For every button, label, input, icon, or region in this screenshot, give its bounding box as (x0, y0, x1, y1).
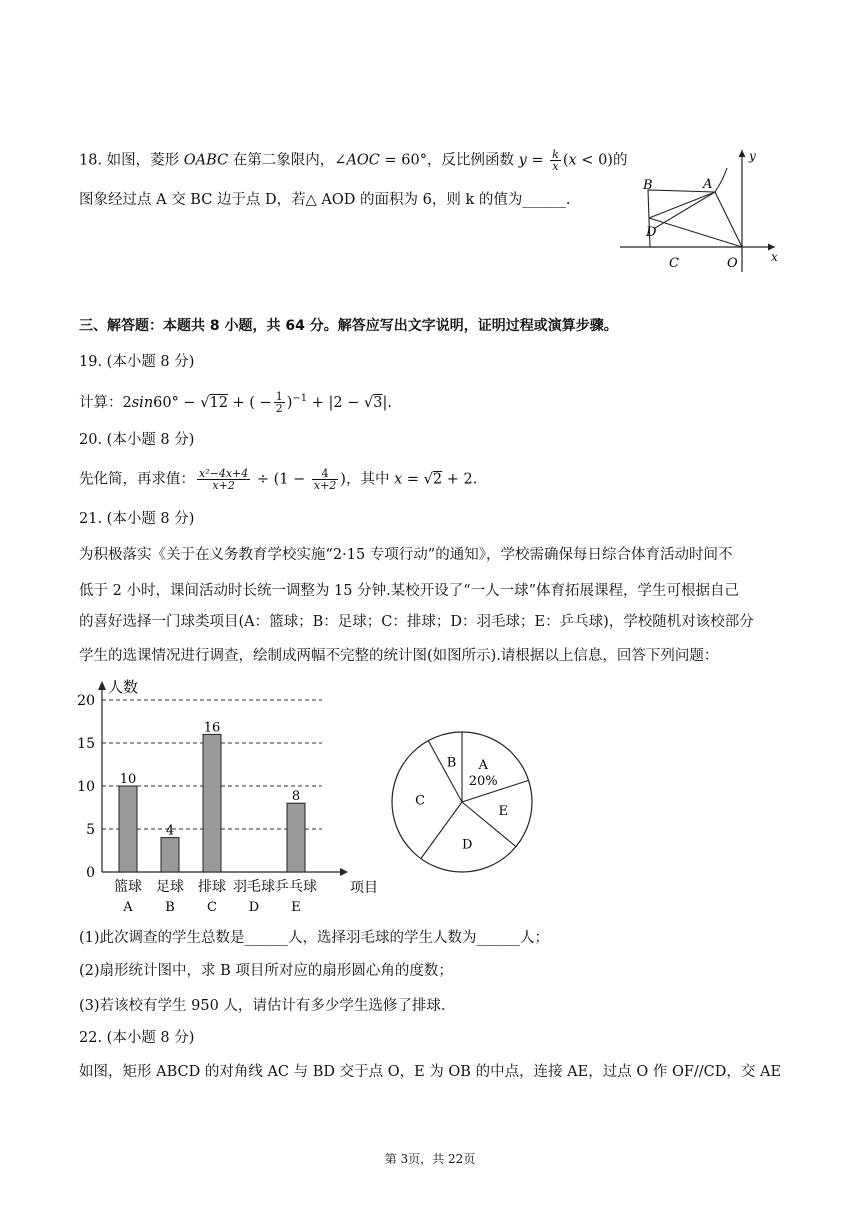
x-tick-letter: C (207, 900, 217, 915)
x-tick-letter: D (248, 900, 260, 915)
q21-para3: 的喜好选择一门球类项目(A：篮球；B：足球；C：排球；D：羽毛球；E：乒乓球)，学校随机对该校部分 (79, 614, 754, 630)
label-y: y (749, 149, 756, 163)
label-x: x (771, 250, 778, 264)
y-axis-arrow (98, 681, 106, 690)
label-b: B (643, 178, 653, 193)
section3-title: 三、解答题：本题共 8 小题，共 64 分。解答应写出文字说明，证明过程或演算步骤。 (79, 318, 618, 334)
math-y: y (518, 152, 527, 169)
page-footer: 第 3页，共 22页 (384, 1152, 476, 1166)
x-tick-name: 乒乓球 (275, 879, 317, 895)
pie-label-A: A (478, 757, 488, 773)
pie-label-D: D (462, 837, 473, 853)
y-tick-label: 15 (77, 736, 95, 752)
pie-divider (428, 741, 462, 802)
bar-value-label: 4 (165, 823, 175, 839)
pie-chart (385, 722, 545, 882)
q21-para2: 低于 2 小时，课间活动时长统一调整为 15 分钟.某校开设了“一人一球”体育拓展课程，学生可根据自己 (79, 583, 740, 599)
label-d: D (646, 225, 657, 240)
q18-text-1: 18. 如图，菱形 (79, 152, 184, 169)
rhombus-figure (615, 140, 790, 280)
q21-sub3: (3)若该校有学生 950 人，请估计有多少学生选修了排球. (79, 998, 446, 1014)
bar-chart (72, 676, 378, 916)
x-tick-name: 篮球 (114, 879, 142, 895)
q18-text-2: 在第二象限内，∠ (228, 152, 347, 169)
q20-body: 先化简，再求值： $\frac{\text{x²−4x+4}}{x+2}$ ÷ (1 − $\frac{4}{x+2}$ )，其中 x = √2 + 2. (79, 467, 478, 492)
y-axis-title: 人数 (108, 678, 139, 696)
bar-value-label: 8 (291, 789, 301, 805)
bar-A (119, 786, 137, 872)
x-tick-name: 羽毛球 (233, 879, 275, 895)
math-aoc: AOC (346, 152, 380, 169)
x-tick-name: 足球 (156, 879, 184, 895)
bar-E (287, 803, 305, 872)
q21-sub2: (2)扇形统计图中，求 B 项目所对应的扇形圆心角的度数； (79, 963, 453, 979)
pie-annotation: 20% (468, 773, 498, 789)
math-oabc: OABC (183, 152, 229, 169)
label-o: O (727, 256, 738, 271)
q20-header: 20. (本小题 8 分) (79, 432, 195, 448)
q22-header: 22. (本小题 8 分) (79, 1030, 195, 1046)
pie-divider (421, 802, 462, 859)
y-tick-label: 10 (77, 779, 95, 795)
q21-sub1: (1)此次调查的学生总数是______人，选择羽毛球的学生人数为______人； (79, 930, 550, 946)
x-tick-letter: A (123, 900, 133, 915)
q18-line2: 图象经过点 A 交 BC 边于点 D，若△ AOD 的面积为 6，则 k 的值为______. (79, 192, 571, 208)
pie-label-C: C (415, 793, 426, 809)
q21-para1: 为积极落实《关于在义务教育学校实施“2·15 专项行动”的通知》，学校需确保每日综合体育活动时间不 (79, 547, 733, 563)
y-tick-label: 0 (86, 865, 95, 881)
bar-value-label: 10 (119, 772, 137, 787)
bar-C (203, 734, 221, 872)
y-tick-label: 5 (86, 822, 95, 838)
bar-value-label: 16 (203, 720, 221, 736)
segment-od (649, 218, 742, 247)
hyperbola-curve (655, 168, 727, 228)
q19-header: 19. (本小题 8 分) (79, 354, 195, 370)
label-c: C (669, 256, 679, 271)
label-a: A (703, 177, 713, 192)
q21-header: 21. (本小题 8 分) (79, 511, 195, 527)
x-tick-letter: E (291, 900, 301, 915)
q21-para4: 学生的选课情况进行调查，绘制成两幅不完整的统计图(如图所示).请根据以上信息，回答下列问题： (79, 648, 719, 664)
x-tick-letter: B (165, 900, 175, 915)
q22-body: 如图，矩形 ABCD 的对角线 AC 与 BD 交于点 O，E 为 OB 的中点，连接 AE，过点 O 作 OF//CD，交 AE (79, 1064, 782, 1080)
x-tick-name: 排球 (198, 879, 226, 895)
pie-label-B: B (446, 755, 457, 771)
segment-ad (649, 192, 715, 218)
pie-label-E: E (498, 803, 509, 819)
fraction-k-over-x: $\frac{k}{x}$ (552, 148, 559, 173)
q18-text-3: = 60°，反比例函数 (379, 152, 519, 169)
bar-B (161, 838, 179, 872)
y-tick-label: 20 (77, 693, 95, 709)
x-axis-title: 项目 (350, 880, 378, 896)
rhombus-oabc (648, 190, 742, 247)
q19-body: 计算：2sin60° − √12 + ( − $\frac{1}{2}$ )$^{-1}$ + |2 − √3|. (79, 390, 392, 416)
x-axis-arrow (340, 868, 348, 876)
q18-line1: 18. 如图，菱形 OABC 在第二象限内，∠AOC = 60°，反比例函数 y = $\frac{k}{x}$ (x < 0)的 (79, 148, 628, 173)
